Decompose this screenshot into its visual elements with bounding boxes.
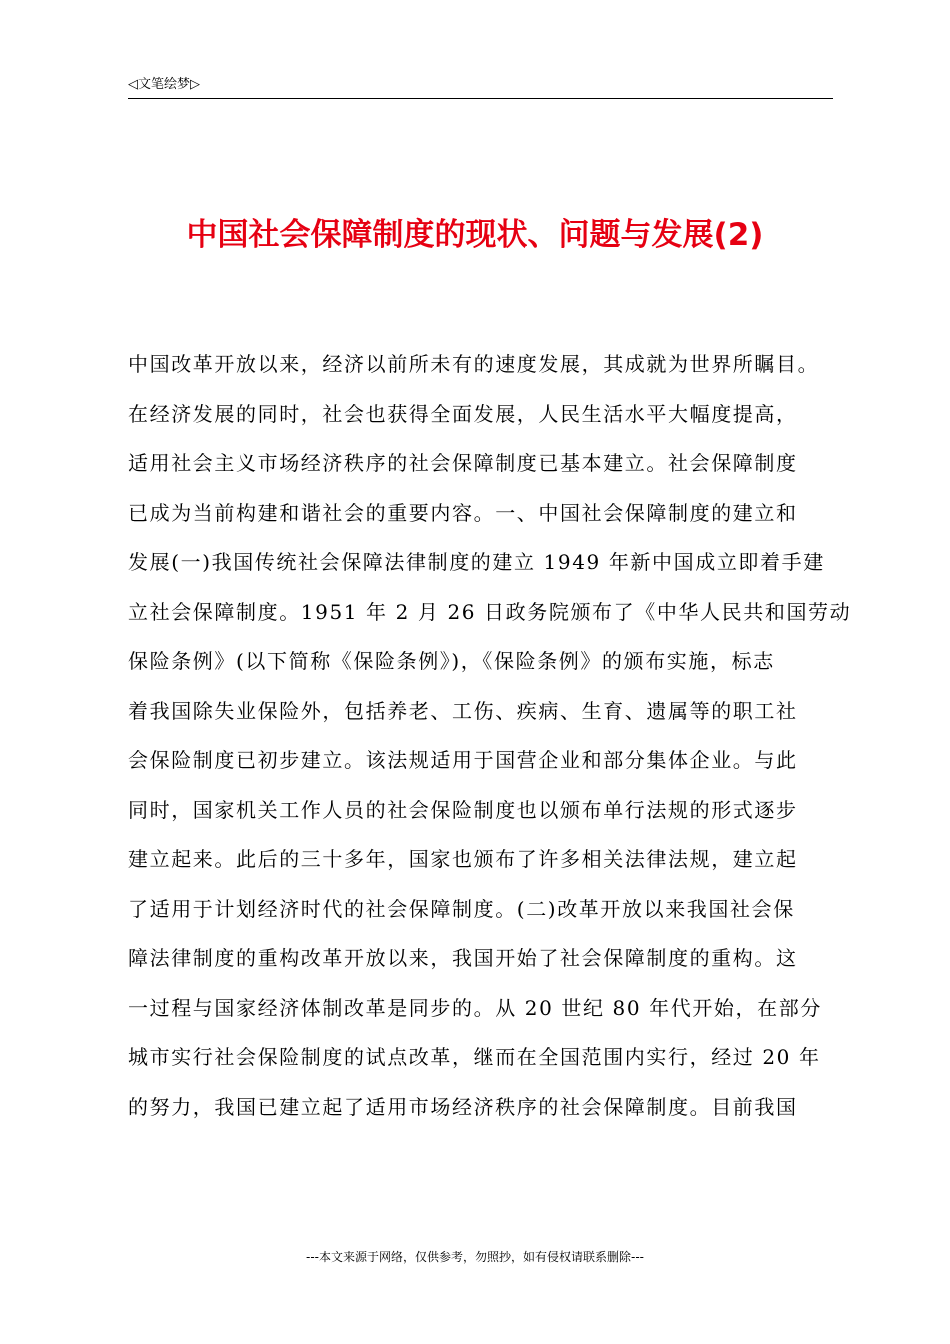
document-title: 中国社会保障制度的现状、问题与发展(2) (186, 217, 764, 253)
body-line: 建立起来。此后的三十多年，国家也颁布了许多相关法律法规，建立起 (128, 847, 798, 871)
header-brand-text: ◁文笔绘梦▷ (128, 77, 200, 92)
body-line: 立社会保障制度。1951 年 2 月 26 日政务院颁布了《中华人民共和国劳动 (128, 599, 852, 624)
document-body (128, 340, 852, 1132)
body-line: 障法律制度的重构改革开放以来，我国开始了社会保障制度的重构。这 (128, 946, 798, 970)
page-footer-disclaimer: ---本文来源于网络，仅供参考，勿照抄，如有侵权请联系删除--- (306, 1250, 644, 1264)
body-line: 了适用于计划经济时代的社会保障制度。(二)改革开放以来我国社会保 (128, 896, 795, 921)
body-line: 的努力，我国已建立起了适用市场经济秩序的社会保障制度。目前我国 (128, 1094, 798, 1119)
body-line: 中国改革开放以来，经济以前所未有的速度发展，其成就为世界所瞩目。 (128, 352, 820, 376)
page-header (128, 74, 833, 99)
body-line: 适用社会主义市场经济秩序的社会保障制度已基本建立。社会保障制度 (128, 451, 798, 475)
body-line: 在经济发展的同时，社会也获得全面发展，人民生活水平大幅度提高， (128, 401, 798, 426)
body-line: 一过程与国家经济体制改革是同步的。从 20 世纪 80 年代开始，在部分 (128, 995, 822, 1020)
body-line: 保险条例》(以下简称《保险条例》)，《保险条例》的颁布实施，标志 (128, 649, 775, 673)
body-line: 着我国除失业保险外，包括养老、工伤、疾病、生育、遗属等的职工社 (128, 698, 798, 723)
body-line: 同时，国家机关工作人员的社会保险制度也以颁布单行法规的形式逐步 (128, 797, 798, 822)
body-line: 城市实行社会保险制度的试点改革，继而在全国范围内实行，经过 20 年 (128, 1045, 821, 1069)
body-line: 会保险制度已初步建立。该法规适用于国营企业和部分集体企业。与此 (128, 748, 798, 772)
body-line: 已成为当前构建和谐社会的重要内容。一、中国社会保障制度的建立和 (128, 500, 798, 525)
body-line: 发展(一)我国传统社会保障法律制度的建立 1949 年新中国成立即着手建 (128, 550, 825, 574)
